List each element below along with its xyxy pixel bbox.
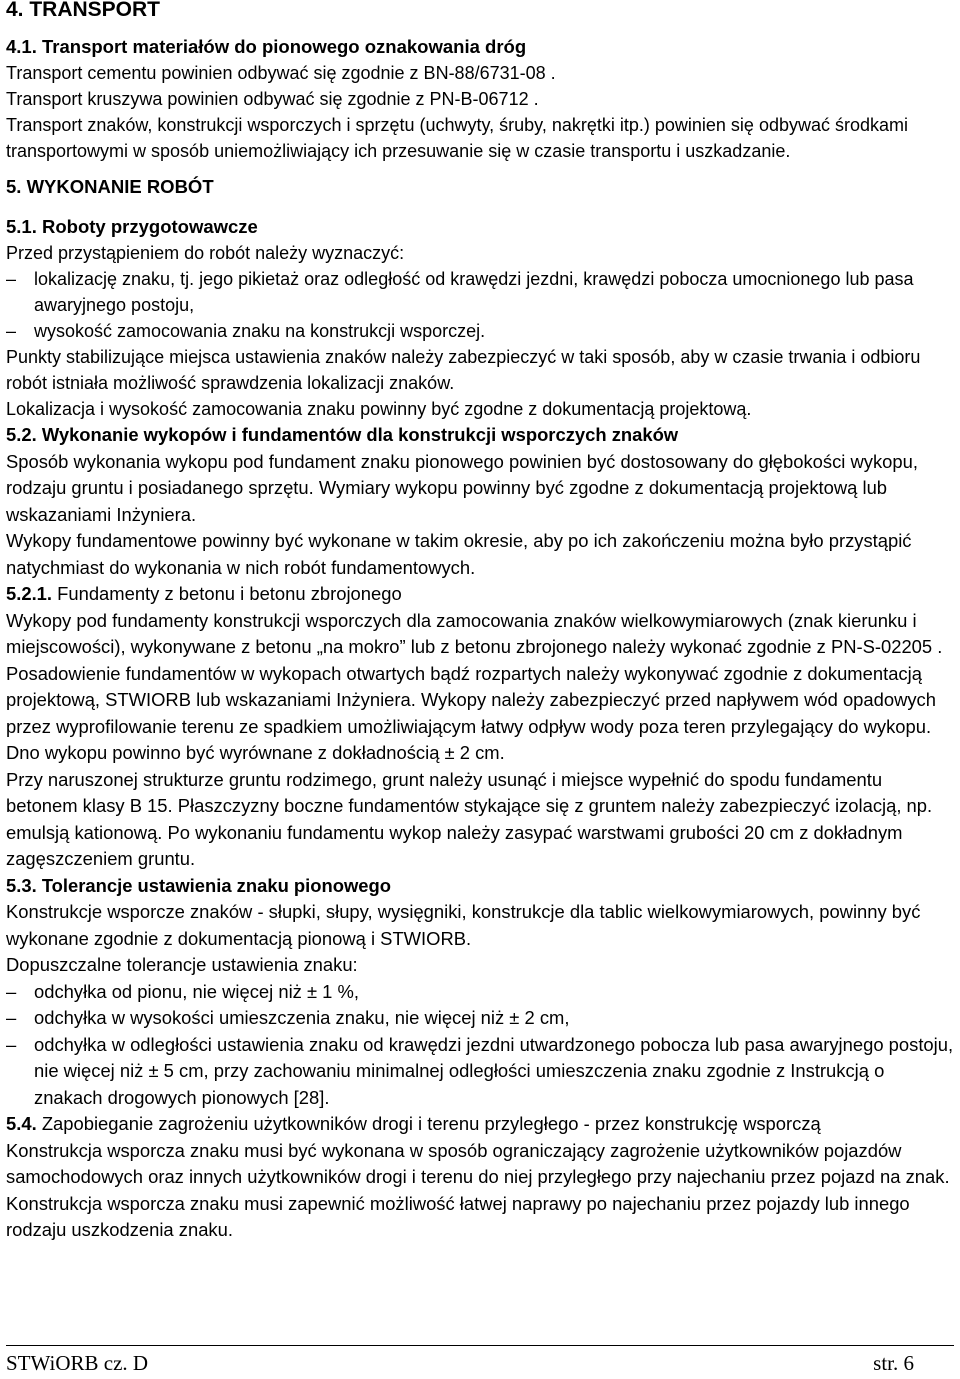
s52-heading: Wykonanie wykopów i fundamentów dla konstrukcji wsporczych znaków <box>41 424 679 445</box>
section-4-heading: 4. TRANSPORT <box>6 0 161 21</box>
s52-paragraph-1: Sposób wykonania wykopu pod fundament znaku pionowego powinien być dostosowany do głębokości wykopu, rodzaju gruntu i posiadanego sprzętu. Wymiary wykopu powinny być zgodne z dokumentacją projektową lub wskazaniami Inżyniera. <box>6 450 918 525</box>
list-item: – lokalizację znaku, tj. jego pikietaż oraz odległość od krawędzi jezdni, krawędzi pobocza umocnionego lub pasa awaryjnego postoju, <box>6 266 956 318</box>
s54-number: 5.4. <box>6 1113 37 1134</box>
transport-cement-line: Transport cementu powinien odbywać się zgodnie z BN-88/6731-08 . <box>6 63 556 83</box>
s521-number: 5.2.1. <box>6 583 53 604</box>
section-5-1-heading: 5.1. Roboty przygotowawcze <box>6 216 258 237</box>
transport-znakow-paragraph: Transport znaków, konstrukcji wsporczych i sprzętu (uchwyty, śruby, nakrętki itp.) powinien się odbywać środkami transportowymi w sposób uniemożliwiający ich przesuwanie się w czasie transportu i uszkadzanie. <box>6 115 909 161</box>
s51-list <box>6 266 956 344</box>
list-item: – odchyłka od pionu, nie więcej niż ± 1 %, <box>6 979 956 1006</box>
document-page <box>6 0 956 1244</box>
list-item: – wysokość zamocowania znaku na konstrukcji wsporczej. <box>6 318 956 344</box>
s51-paragraph-2: Lokalizacja i wysokość zamocowania znaku powinny być zgodne z dokumentacją projektową. <box>6 399 752 419</box>
section-4-1-heading: 4.1. Transport materiałów do pionowego oznakowania dróg <box>6 36 527 57</box>
list-item: – odchyłka w odległości ustawienia znaku od krawędzi jezdni utwardzonego pobocza lub pasa awaryjnego postoju, nie więcej niż ± 5 cm, przy zachowaniu minimalnej odległości umieszczenia znaku zgodnie z Instrukcją o znakach drogowych pionowych [28]. <box>6 1032 956 1112</box>
transport-kruszywa-line: Transport kruszywa powinien odbywać się zgodnie z PN-B-06712 . <box>6 89 539 109</box>
s521-paragraph-1: Wykopy pod fundamenty konstrukcji wsporczych dla zamocowania znaków wielkowymiarowych (znak kierunku i miejscowości), wykonywane z betonu „na mokro” lub z betonu zbrojonego należy wykonać zgodnie z PN-S-02205 . <box>6 609 943 657</box>
footer-document-id: STWiORB cz. D <box>6 1351 149 1375</box>
s51-paragraph-1: Punkty stabilizujące miejsca ustawienia znaków należy zabezpieczyć w taki sposób, aby w czasie trwania i odbioru robót istniała możliwość sprawdzenia lokalizacji znaków. <box>6 347 921 393</box>
s53-heading: Tolerancje ustawienia znaku pionowego <box>41 874 391 896</box>
s53-number: 5.3. <box>6 874 37 896</box>
s54-paragraph-1: Konstrukcja wsporcza znaku musi być wykonana w sposób ograniczający zagrożenie użytkowników pojazdów samochodowych oraz innych użytkowników drogi i terenu do niej przyległego przy najechaniu przez pojazd na znak. Konstrukcja wsporcza znaku musi zapewnić możliwość łatwej naprawy po najechaniu przez pojazdy lub innego rodzaju uszkodzenia znaku. <box>6 1139 950 1240</box>
s52-paragraph-2: Wykopy fundamentowe powinny być wykonane w takim okresie, aby po ich zakończeniu można było przystąpić natychmiast do wykonania w nich robót fundamentowych. <box>6 530 912 578</box>
page-footer <box>6 1345 954 1376</box>
list-item: – odchyłka w wysokości umieszczenia znaku, nie więcej niż ± 2 cm, <box>6 1005 956 1032</box>
s52-number: 5.2. <box>6 424 37 445</box>
s53-paragraph-1: Konstrukcje wsporcze znaków - słupki, słupy, wysięgniki, konstrukcje dla tablic wielkowymiarowych, powinny być wykonane zgodnie z dokumentacją pionową i STWIORB. <box>6 901 921 949</box>
s53-list <box>6 979 956 1112</box>
s51-intro: Przed przystąpieniem do robót należy wyznaczyć: <box>6 243 405 263</box>
s521-paragraph-2: Posadowienie fundamentów w wykopach otwartych bądź rozpartych należy wykonywać zgodnie z dokumentacją projektową, STWIORB lub wskazaniami Inżyniera. Wykopy należy zabezpieczyć przed napływem wód opadowych przez wyprofilowanie terenu ze spadkiem umożliwiającym łatwy odpływ wody poza teren przylegający do wykopu. Dno wykopu powinno być wyrównane z dokładnością ± 2 cm. <box>6 662 936 763</box>
s521-heading: Fundamenty z betonu i betonu zbrojonego <box>57 583 402 604</box>
section-5-heading: 5. WYKONANIE ROBÓT <box>6 176 214 197</box>
s54-heading: Zapobieganie zagrożeniu użytkowników drogi i terenu przyległego - przez konstrukcję wsporczą <box>41 1113 821 1134</box>
s53-intro: Dopuszczalne tolerancje ustawienia znaku: <box>6 954 358 975</box>
footer-page-number: str. 6 <box>873 1351 914 1375</box>
s521-paragraph-3: Przy naruszonej strukturze gruntu rodzimego, grunt należy usunąć i miejsce wypełnić do spodu fundamentu betonem klasy B 15. Płaszczyzny boczne fundamentów stykające się z gruntem należy zabezpieczyć izolacją, np. emulsją kationową. Po wykonaniu fundamentu wykop należy zasypać warstwami grubości 20 cm z dokładnym zagęszczeniem gruntu. <box>6 768 933 869</box>
